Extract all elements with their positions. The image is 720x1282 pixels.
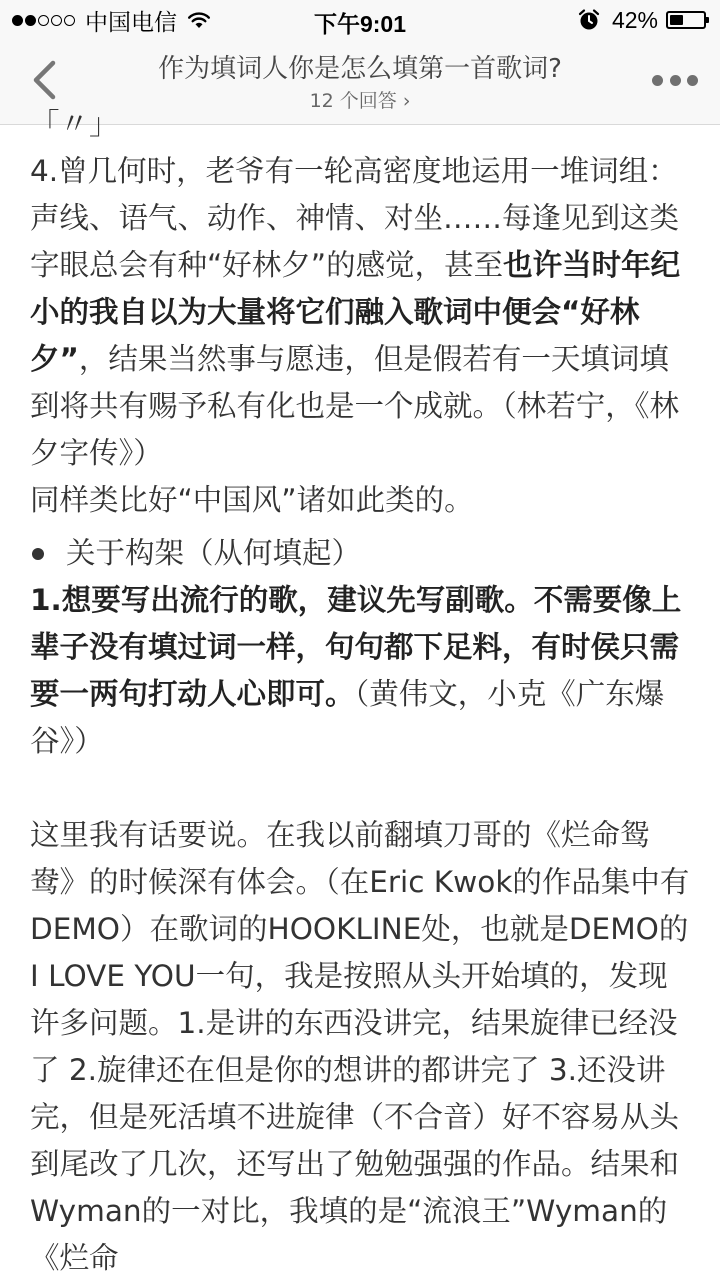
alarm-clock-icon — [578, 9, 600, 31]
more-dot — [670, 75, 681, 86]
bullet-dot-icon — [32, 548, 44, 560]
carrier-name: 中国电信 — [85, 8, 177, 35]
answer-content[interactable] — [0, 107, 720, 1281]
paragraph-7: 这里我有话要说。在我以前翻填刀哥的《烂命鸳鸯》的时候深有体会。（在Eric Kwok的作品集中有DEMO）在歌词的HOOKLINE处，也就是DEMO的 I LOVE YOU一句，我是按照从头开始填的，发现许多问题。1.是讲的东西没讲完，结果旋律已经没了 2.旋律还在但是你的想讲的都讲完了 3.还没讲完，但是死活填不进旋律（不合音）好不容易从头到尾改了几次，还写出了勉勉强强的作品。结果和Wyman的一对比，我填的是“流浪王”Wyman的《烂命 — [30, 818, 690, 1275]
chevron-right-icon: › — [402, 90, 411, 112]
status-right — [578, 7, 706, 33]
battery-percentage: 42% — [611, 6, 658, 33]
paragraph-4-text-b: ，结果当然事与愿违，但是假若有一天填词填到将共有赐予私有化也是一个成就。（林若宁，《林夕字传》） — [30, 342, 680, 470]
more-dot — [652, 75, 663, 86]
bullet-text: 关于构架（从何填起） — [66, 536, 362, 570]
paragraph-4-text-a: 4.曾几何时，老爷有一轮高密度地运用一堆词组：声线、语气、动作、神情、对坐……每逢见到这类字眼总会有种“好林夕”的感觉，甚至 — [30, 154, 680, 282]
paragraph-gap — [30, 765, 690, 812]
clock: 下午9:01 — [313, 11, 407, 37]
paragraph-4-bold: 也许当时年纪小的我自以为大量将它们融入歌词中便会“好林夕” — [30, 248, 681, 376]
paragraph-6-bold: 1.想要写出流行的歌，建议先写副歌。不需要像上辈子没有填过词一样，句句都下足料，有时侯只需要一两句打动人心即可。 — [30, 583, 682, 711]
status-bar — [0, 0, 720, 40]
paragraph-6-text: （黄伟文，小克《广东爆谷》） — [30, 677, 665, 758]
paragraph-6 — [30, 577, 690, 765]
answer-count-label: 12 个回答 — [309, 90, 397, 112]
question-title: 作为填词人你是怎么填第一首歌词? — [158, 54, 562, 84]
cut-off-line: 「〃」 — [30, 107, 119, 141]
bullet-item — [30, 530, 690, 577]
more-dot — [687, 75, 698, 86]
answer-article — [30, 101, 690, 1282]
paragraph-4 — [30, 148, 690, 477]
more-options-button[interactable] — [652, 62, 698, 98]
paragraph-5: 同样类比好“中国风”诸如此类的。 — [30, 483, 474, 517]
battery-icon — [666, 11, 706, 29]
